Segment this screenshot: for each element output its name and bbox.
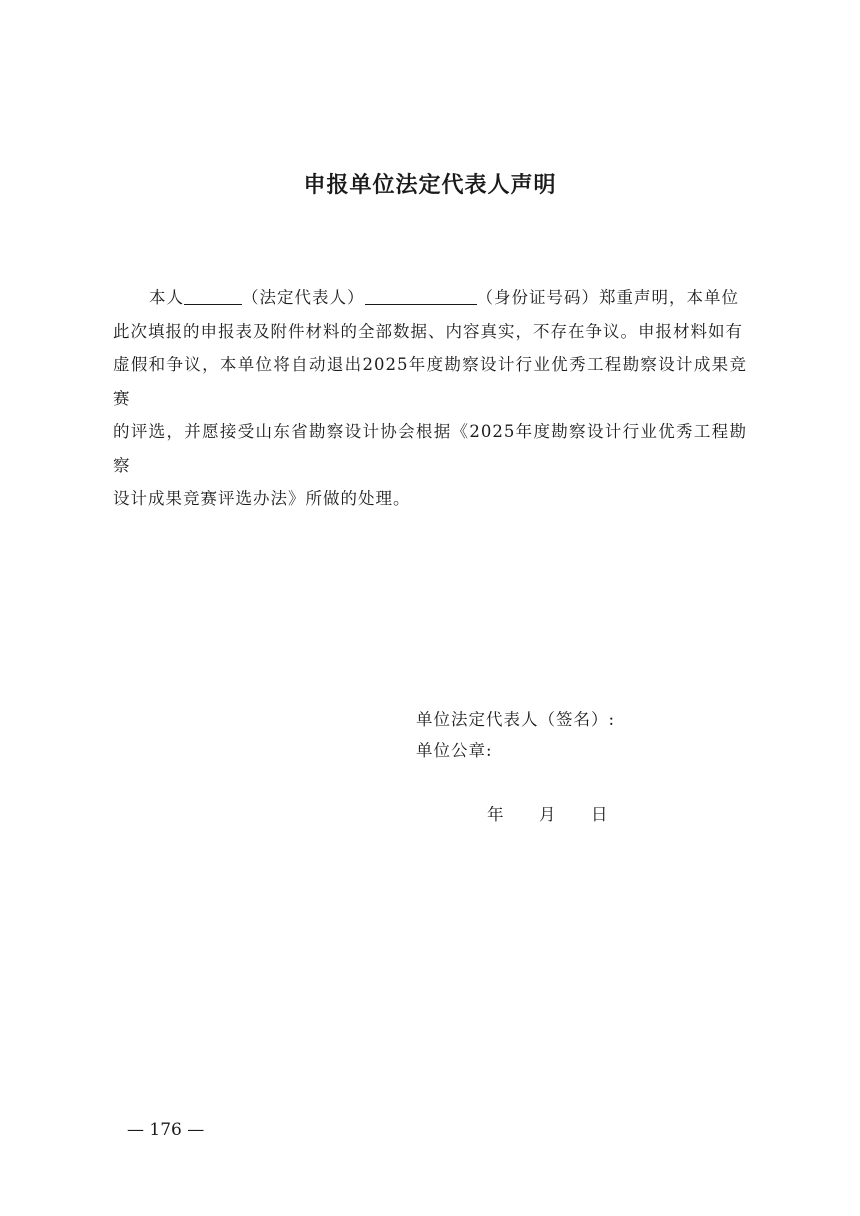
statement-line-5: 设计成果竞赛评选办法》所做的处理。 (113, 489, 411, 508)
unit-seal-label: 单位公章: (416, 741, 493, 760)
date-month-label: 月 (539, 805, 556, 824)
statement-line-4: 的评选，并愿接受山东省勘察设计协会根据《2025年度勘察设计行业优秀工程勘察 (113, 422, 747, 475)
statement-line-1 (113, 281, 747, 315)
representative-signature-label: 单位法定代表人（签名）: (416, 710, 616, 729)
statement-line-2: 此次填报的申报表及附件材料的全部数据、内容真实，不存在争议。申报材料如有 (113, 321, 743, 341)
statement-line-3: 虚假和争议，本单位将自动退出2025年度勘察设计行业优秀工程勘察设计成果竞赛 (113, 355, 747, 408)
statement-after-name: （法定代表人） (242, 288, 365, 307)
representative-name-blank[interactable] (184, 286, 242, 305)
statement-paragraph (113, 281, 747, 516)
statement-lead: 本人 (149, 288, 184, 307)
document-title: 申报单位法定代表人声明 (303, 173, 557, 198)
date-row (487, 800, 608, 830)
page-number: — 176 — (127, 1120, 205, 1140)
id-number-blank[interactable] (365, 286, 477, 305)
date-year-label: 年 (487, 805, 504, 824)
date-day-label: 日 (591, 805, 608, 824)
statement-after-id: （身份证号码）郑重声明，本单位 (476, 288, 739, 307)
signature-block (416, 704, 615, 766)
